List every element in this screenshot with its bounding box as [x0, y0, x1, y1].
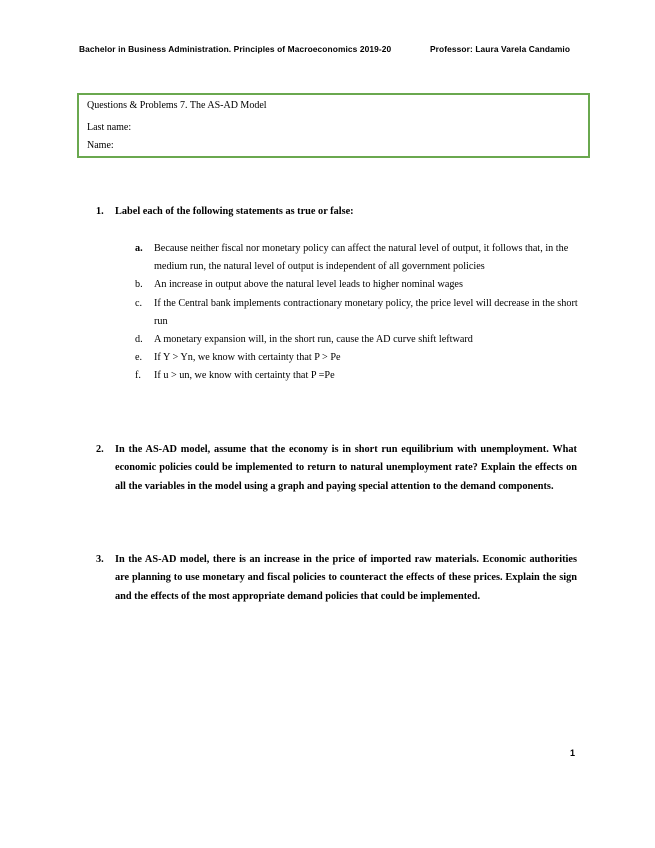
question-number: 2. [96, 444, 104, 455]
item-text: If the Central bank implements contractionary monetary policy, the price level will decrease in the short run [154, 297, 578, 327]
assignment-title-box [77, 93, 590, 158]
last-name-label: Last name: [87, 122, 132, 133]
page-number: 1 [570, 748, 576, 758]
item-text: A monetary expansion will, in the short run, cause the AD curve shift leftward [154, 334, 473, 346]
item-letter: a. [135, 243, 143, 254]
course-title: Bachelor in Business Administration. Principles of Macroeconomics 2019-20 [79, 44, 392, 54]
question-1-statements [135, 240, 581, 386]
item-letter: c. [135, 297, 143, 309]
item-letter: b. [135, 279, 143, 291]
item-letter: d. [135, 334, 143, 346]
list-item [135, 240, 581, 276]
professor-name: Professor: Laura Varela Candamio [430, 44, 571, 54]
item-text: If u > un, we know with certainty that P =Pe [154, 370, 335, 382]
assignment-title: Questions & Problems 7. The AS-AD Model [87, 100, 267, 111]
question-number: 3. [96, 554, 104, 565]
question-text: Label each of the following statements as true or false: [115, 206, 354, 217]
item-text: Because neither fiscal nor monetary policy can affect the natural level of output, it follows that, in the medium run, the natural level of output is independent of all government policies [154, 243, 569, 273]
list-item [135, 276, 581, 294]
item-letter: f. [135, 370, 141, 382]
question-text: In the AS-AD model, there is an increase in the price of imported raw materials. Economic authorities are planning to use monetary and fiscal policies to counteract the effects of these prices. Explain the sign and the effects of the most appropriate demand policies that could be implemented. [115, 554, 577, 602]
list-item [135, 349, 581, 367]
list-item [135, 295, 581, 331]
question-text: In the AS-AD model, assume that the economy is in short run equilibrium with unemployment. What economic policies could be implemented to return to natural unemployment rate? Explain the effects on all the variables in the model using a graph and paying special attention to the demand components. [115, 444, 577, 492]
name-label: Name: [87, 140, 114, 151]
item-text: If Y > Yn, we know with certainty that P > Pe [154, 352, 341, 364]
item-text: An increase in output above the natural level leads to higher nominal wages [154, 279, 463, 291]
item-letter: e. [135, 352, 143, 364]
question-number: 1. [96, 206, 104, 217]
list-item [135, 331, 581, 349]
list-item [135, 367, 581, 385]
